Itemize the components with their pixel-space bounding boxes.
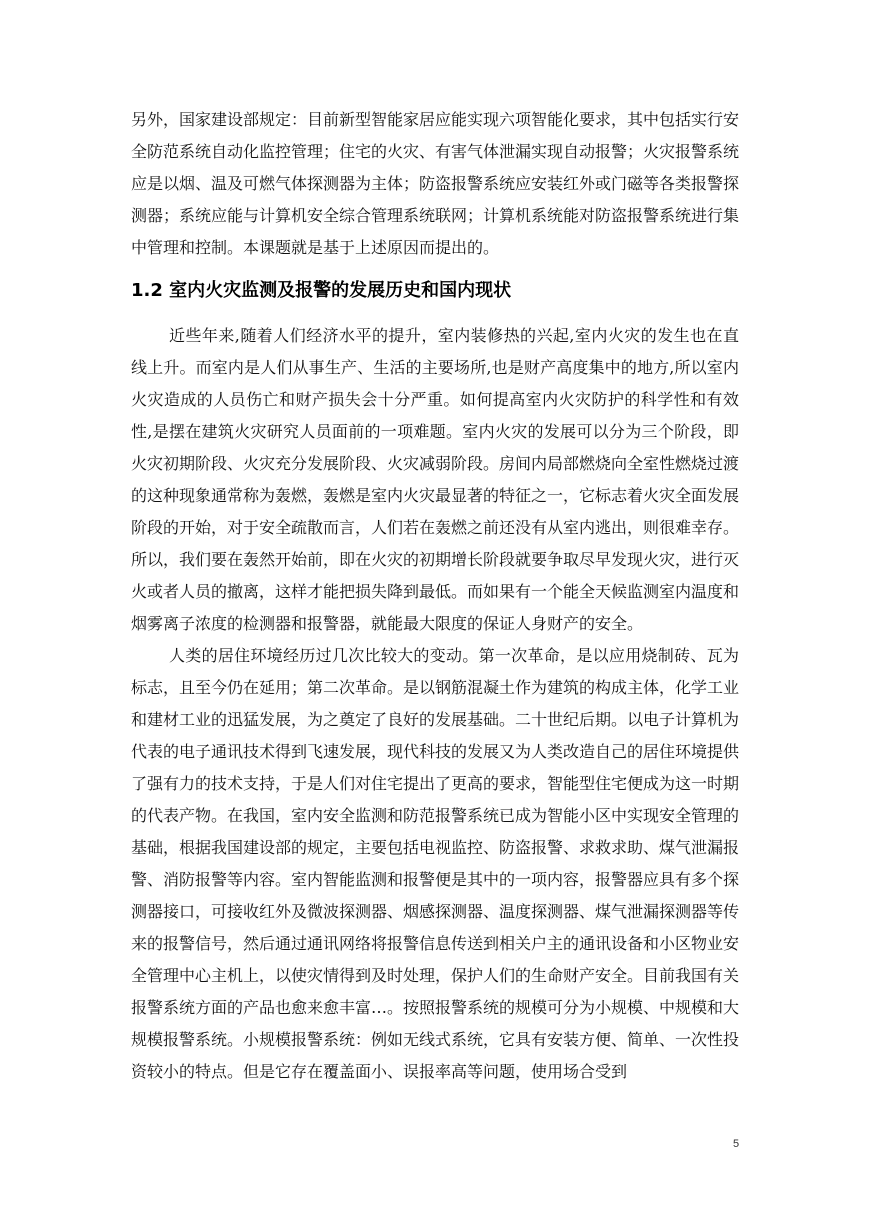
page-number: 5 [733, 1138, 740, 1150]
body-paragraph-1: 近些年来,随着人们经济水平的提升，室内装修热的兴起,室内火灾的发生也在直线上升。而室内是人们从事生产、生活的主要场所,也是财产高度集中的地方,所以室内火灾造成的人员伤亡和财产损失会十分严重。如何提高室内火灾防护的科学性和有效性,是摆在建筑火灾研究人员面前的一项难题。室内火灾的发展可以分为三个阶段，即火灾初期阶段、火灾充分发展阶段、火灾减弱阶段。房间内局部燃烧向全室性燃烧过渡的这种现象通常称为轰燃，轰燃是室内火灾最显著的特征之一，它标志着火灾全面发展阶段的开始，对于安全疏散而言，人们若在轰燃之前还没有从室内逃出，则很难幸存。所以，我们要在轰然开始前，即在火灾的初期增长阶段就要争取尽早发现火灾，进行灭火或者人员的撤离，这样才能把损失降到最低。而如果有一个能全天候监测室内温度和烟雾离子浓度的检测器和报警器，就能最大限度的保证人身财产的安全。 [131, 326, 740, 633]
page-content [131, 104, 739, 1088]
section-heading: 1.2 室内火灾监测及报警的发展历史和国内现状 [131, 280, 512, 301]
body-paragraph-2: 人类的居住环境经历过几次比较大的变动。第一次革命，是以应用烧制砖、瓦为标志，且至今仍在延用；第二次革命。是以钢筋混凝土作为建筑的构成主体，化学工业和建材工业的迅猛发展，为之奠定了良好的发展基础。二十世纪后期。以电子计算机为代表的电子通讯技术得到飞速发展，现代科技的发展又为人类改造自己的居住环境提供了强有力的技术支持，于是人们对住宅提出了更高的要求，智能型住宅便成为这一时期的代表产物。在我国，室内安全监测和防范报警系统已成为智能小区中实现安全管理的基础，根据我国建设部的规定，主要包括电视监控、防盗报警、求救求助、煤气泄漏报警、消防报警等内容。室内智能监测和报警便是其中的一项内容，报警器应具有多个探测器接口，可接收红外及微波探测器、烟感探测器、温度探测器、煤气泄漏探测器等传来的报警信号，然后通过通讯网络将报警信息传送到相关户主的通讯设备和小区物业安全管理中心主机上，以使灾情得到及时处理，保护人们的生命财产安全。目前我国有关报警系统方面的产品也愈来愈丰富…。按照报警系统的规模可分为小规模、中规模和大规模报警系统。小规模报警系统：例如无线式系统，它具有安装方便、简单、一次性投资较小的特点。但是它存在覆盖面小、误报率高等问题，使用场合受到 [131, 646, 740, 1081]
intro-paragraph: 另外，国家建设部规定：目前新型智能家居应能实现六项智能化要求，其中包括实行安全防范系统自动化监控管理；住宅的火灾、有害气体泄漏实现自动报警；火灾报警系统应是以烟、温及可燃气体探测器为主体；防盗报警系统应安装红外或门磁等各类报警探测器；系统应能与计算机安全综合管理系统联网；计算机系统能对防盗报警系统进行集中管理和控制。本课题就是基于上述原因而提出的。 [131, 110, 740, 257]
